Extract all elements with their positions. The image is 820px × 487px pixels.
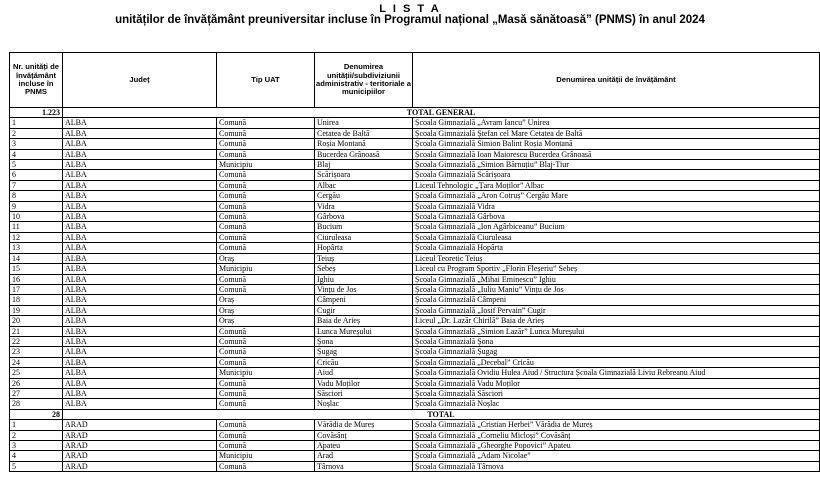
- row-judet: ALBA: [63, 170, 217, 180]
- table-row: [10, 378, 820, 388]
- row-judet: ALBA: [63, 305, 217, 315]
- row-number: 5: [10, 160, 63, 170]
- row-tip-uat: Oraș: [217, 295, 315, 305]
- table-row: [10, 441, 820, 451]
- row-judet: ALBA: [63, 378, 217, 388]
- row-unitate: Școala Gimnazială Gârbova: [413, 212, 820, 222]
- row-uat: Albac: [315, 180, 413, 190]
- table-row: [10, 336, 820, 346]
- row-number: 1: [10, 118, 63, 128]
- row-uat: Ciuruleasa: [315, 232, 413, 242]
- total-general-count: 1.223: [10, 108, 63, 118]
- row-tip-uat: Municipiu: [217, 160, 315, 170]
- row-unitate: Școala Gimnazială Săsciori: [413, 388, 820, 398]
- row-uat: Șugag: [315, 347, 413, 357]
- table-row: [10, 139, 820, 149]
- row-number: 23: [10, 347, 63, 357]
- row-number: 21: [10, 326, 63, 336]
- row-unitate: Liceul Teoretic Teiuș: [413, 253, 820, 263]
- table-row: [10, 274, 820, 284]
- table-row: [10, 201, 820, 211]
- row-number: 3: [10, 441, 63, 451]
- table-row: [10, 347, 820, 357]
- table-row: [10, 388, 820, 398]
- row-unitate: Școala Gimnazială Câmpeni: [413, 295, 820, 305]
- table-row: [10, 316, 820, 326]
- row-tip-uat: Comună: [217, 461, 315, 471]
- row-unitate: Școala Gimnazială „Avram Iancu” Unirea: [413, 118, 820, 128]
- row-unitate: Școala Gimnazială „Ion Agârbiceanu” Bucium: [413, 222, 820, 232]
- row-judet: ALBA: [63, 232, 217, 242]
- row-judet: ARAD: [63, 420, 217, 430]
- table-row: [10, 264, 820, 274]
- row-tip-uat: Oraș: [217, 253, 315, 263]
- row-uat: Lunca Mureșului: [315, 326, 413, 336]
- row-unitate: Școala Gimnazială Ioan Maiorescu Bucerdea Grânoasă: [413, 149, 820, 159]
- row-tip-uat: Municipiu: [217, 368, 315, 378]
- row-unitate: Școala Gimnazială Șugag: [413, 347, 820, 357]
- row-unitate: Școala Gimnazială „Gheorghe Popovici” Apateu: [413, 441, 820, 451]
- column-header-unitate: Denumirea unității de învățământ: [413, 53, 820, 108]
- row-uat: Cugir: [315, 305, 413, 315]
- row-uat: Săsciori: [315, 388, 413, 398]
- row-judet: ALBA: [63, 388, 217, 398]
- row-uat: Bucerdea Grânoasă: [315, 149, 413, 159]
- row-uat: Blaj: [315, 160, 413, 170]
- row-tip-uat: Comună: [217, 243, 315, 253]
- row-tip-uat: Comună: [217, 201, 315, 211]
- row-tip-uat: Comună: [217, 191, 315, 201]
- row-unitate: Școala Gimnazială „Simion Lazăr” Lunca Mureșului: [413, 326, 820, 336]
- row-number: 27: [10, 388, 63, 398]
- row-judet: ALBA: [63, 399, 217, 409]
- row-tip-uat: Comună: [217, 222, 315, 232]
- row-unitate: Școala Gimnazială Șona: [413, 336, 820, 346]
- row-uat: Târnova: [315, 461, 413, 471]
- row-tip-uat: Oraș: [217, 305, 315, 315]
- row-tip-uat: Comună: [217, 284, 315, 294]
- row-unitate: Școala Gimnazială Ștefan cel Mare Cetatea de Baltă: [413, 128, 820, 138]
- row-judet: ALBA: [63, 128, 217, 138]
- table-row: [10, 128, 820, 138]
- row-judet: ALBA: [63, 326, 217, 336]
- row-unitate: Școala Gimnazială „Simion Bărnuțiu” Blaj-Tiur: [413, 160, 820, 170]
- row-judet: ALBA: [63, 347, 217, 357]
- table-row: [10, 243, 820, 253]
- row-unitate: Școala Gimnazială „Mihai Eminescu” Ighiu: [413, 274, 820, 284]
- row-number: 14: [10, 253, 63, 263]
- row-number: 19: [10, 305, 63, 315]
- row-unitate: Școala Gimnazială Ovidiu Hulea Aiud / Structura Școala Gimnazială Liviu Rebreanu Aiud: [413, 368, 820, 378]
- row-uat: Bucium: [315, 222, 413, 232]
- column-header-uat: Denumirea unității/subdiviziunii administrativ - teritoriale a municipiilor: [315, 53, 413, 108]
- row-number: 7: [10, 180, 63, 190]
- row-judet: ALBA: [63, 264, 217, 274]
- row-tip-uat: Comună: [217, 128, 315, 138]
- row-unitate: Liceul cu Program Sportiv „Florin Fleșeriu” Sebeș: [413, 264, 820, 274]
- row-number: 2: [10, 128, 63, 138]
- table-row: [10, 191, 820, 201]
- table-row: [10, 118, 820, 128]
- row-judet: ALBA: [63, 212, 217, 222]
- row-uat: Vidra: [315, 201, 413, 211]
- row-uat: Vințu de Jos: [315, 284, 413, 294]
- table-row: [10, 232, 820, 242]
- row-unitate: Școala Gimnazială Vidra: [413, 201, 820, 211]
- row-judet: ARAD: [63, 461, 217, 471]
- row-tip-uat: Comună: [217, 347, 315, 357]
- row-uat: Roșia Montană: [315, 139, 413, 149]
- row-uat: Șona: [315, 336, 413, 346]
- row-tip-uat: Comună: [217, 118, 315, 128]
- row-uat: Baia de Arieș: [315, 316, 413, 326]
- row-judet: ALBA: [63, 191, 217, 201]
- row-judet: ALBA: [63, 118, 217, 128]
- table-row: [10, 149, 820, 159]
- row-number: 1: [10, 420, 63, 430]
- row-uat: Sebeș: [315, 264, 413, 274]
- row-number: 2: [10, 430, 63, 440]
- document-title: L I S T A: [379, 3, 441, 15]
- row-unitate: Școala Gimnazială Scărișoara: [413, 170, 820, 180]
- row-number: 18: [10, 295, 63, 305]
- row-number: 28: [10, 399, 63, 409]
- row-number: 16: [10, 274, 63, 284]
- table-row: [10, 180, 820, 190]
- row-number: 3: [10, 139, 63, 149]
- row-unitate: Școala Gimnazială Noșlac: [413, 399, 820, 409]
- row-uat: Aiud: [315, 368, 413, 378]
- row-tip-uat: Comună: [217, 430, 315, 440]
- row-uat: Cricău: [315, 357, 413, 367]
- row-number: 15: [10, 264, 63, 274]
- table-row: [10, 295, 820, 305]
- row-number: 20: [10, 316, 63, 326]
- table-body: [10, 108, 820, 472]
- row-tip-uat: Comună: [217, 441, 315, 451]
- row-tip-uat: Comună: [217, 180, 315, 190]
- row-unitate: Școala Gimnazială „Corneliu Micloși” Covăsânț: [413, 430, 820, 440]
- row-tip-uat: Comună: [217, 212, 315, 222]
- total-general-row: [10, 108, 820, 118]
- row-judet: ALBA: [63, 243, 217, 253]
- table-header-row: [10, 53, 820, 108]
- row-unitate: Școala Gimnazială Hopârta: [413, 243, 820, 253]
- row-judet: ALBA: [63, 336, 217, 346]
- row-uat: Gârbova: [315, 212, 413, 222]
- row-judet: ALBA: [63, 160, 217, 170]
- column-header-tip-uat: Tip UAT: [217, 53, 315, 108]
- table-row: [10, 305, 820, 315]
- row-tip-uat: Comună: [217, 336, 315, 346]
- row-tip-uat: Comună: [217, 149, 315, 159]
- schools-table: [9, 52, 820, 472]
- table-row: [10, 399, 820, 409]
- row-tip-uat: Municipiu: [217, 451, 315, 461]
- row-judet: ARAD: [63, 451, 217, 461]
- row-unitate: Școala Gimnazială Simion Balint Roșia Montană: [413, 139, 820, 149]
- row-judet: ALBA: [63, 149, 217, 159]
- row-judet: ALBA: [63, 295, 217, 305]
- row-unitate: Școala Gimnazială Târnova: [413, 461, 820, 471]
- row-unitate: Școala Gimnazială „Decebal” Cricău: [413, 357, 820, 367]
- row-judet: ALBA: [63, 274, 217, 284]
- row-number: 26: [10, 378, 63, 388]
- row-judet: ALBA: [63, 139, 217, 149]
- row-uat: Noșlac: [315, 399, 413, 409]
- column-header-judet: Județ: [63, 53, 217, 108]
- row-uat: Covăsânț: [315, 430, 413, 440]
- row-judet: ALBA: [63, 316, 217, 326]
- row-number: 25: [10, 368, 63, 378]
- row-tip-uat: Comună: [217, 357, 315, 367]
- row-number: 17: [10, 284, 63, 294]
- row-judet: ALBA: [63, 222, 217, 232]
- row-uat: Arad: [315, 451, 413, 461]
- row-unitate: Școala Gimnazială Vadu Moților: [413, 378, 820, 388]
- row-tip-uat: Comună: [217, 399, 315, 409]
- row-tip-uat: Comună: [217, 170, 315, 180]
- row-unitate: Școala Gimnazială „Adam Nicolae”: [413, 451, 820, 461]
- row-uat: Cergău: [315, 191, 413, 201]
- row-uat: Scărișoara: [315, 170, 413, 180]
- document-subtitle: unităților de învățământ preuniversitar incluse în Programul național „Masă sănătoasă” (PNMS) în anul 2024: [115, 14, 705, 26]
- row-tip-uat: Comună: [217, 139, 315, 149]
- row-number: 13: [10, 243, 63, 253]
- row-uat: Unirea: [315, 118, 413, 128]
- row-number: 11: [10, 222, 63, 232]
- table-row: [10, 420, 820, 430]
- row-judet: ARAD: [63, 430, 217, 440]
- table-row: [10, 170, 820, 180]
- row-tip-uat: Comună: [217, 378, 315, 388]
- row-unitate: Școala Gimnazială „Iosif Pervain” Cugir: [413, 305, 820, 315]
- total-general-label: TOTAL GENERAL: [63, 108, 820, 118]
- county-total-row: [10, 409, 820, 419]
- row-uat: Ighiu: [315, 274, 413, 284]
- row-tip-uat: Comună: [217, 388, 315, 398]
- row-uat: Cetatea de Baltă: [315, 128, 413, 138]
- row-judet: ALBA: [63, 180, 217, 190]
- table-row: [10, 451, 820, 461]
- row-tip-uat: Municipiu: [217, 264, 315, 274]
- row-unitate: Liceul „Dr. Lazăr Chirilă” Baia de Arieș: [413, 316, 820, 326]
- row-number: 5: [10, 461, 63, 471]
- row-number: 9: [10, 201, 63, 211]
- table-row: [10, 326, 820, 336]
- table-row: [10, 357, 820, 367]
- table-row: [10, 430, 820, 440]
- row-unitate: Școala Gimnazială „Aron Cotruș” Cergău Mare: [413, 191, 820, 201]
- row-judet: ALBA: [63, 357, 217, 367]
- row-unitate: Școala Gimnazială Ciuruleasa: [413, 232, 820, 242]
- county-total-label: TOTAL: [63, 409, 820, 419]
- row-number: 24: [10, 357, 63, 367]
- row-number: 10: [10, 212, 63, 222]
- table-row: [10, 160, 820, 170]
- row-number: 8: [10, 191, 63, 201]
- row-number: 4: [10, 451, 63, 461]
- row-tip-uat: Comună: [217, 232, 315, 242]
- county-total-count: 28: [10, 409, 63, 419]
- row-uat: Teiuș: [315, 253, 413, 263]
- table-row: [10, 222, 820, 232]
- row-tip-uat: Comună: [217, 274, 315, 284]
- row-unitate: Școala Gimnazială „Iuliu Maniu” Vințu de Jos: [413, 284, 820, 294]
- row-unitate: Liceul Tehnologic „Țara Moților” Albac: [413, 180, 820, 190]
- table-row: [10, 212, 820, 222]
- row-judet: ALBA: [63, 201, 217, 211]
- row-tip-uat: Comună: [217, 326, 315, 336]
- row-judet: ALBA: [63, 284, 217, 294]
- row-judet: ARAD: [63, 441, 217, 451]
- table-row: [10, 284, 820, 294]
- row-number: 6: [10, 170, 63, 180]
- row-number: 22: [10, 336, 63, 346]
- table-row: [10, 253, 820, 263]
- row-number: 4: [10, 149, 63, 159]
- row-number: 12: [10, 232, 63, 242]
- row-uat: Vadu Moților: [315, 378, 413, 388]
- row-uat: Vărădia de Mureș: [315, 420, 413, 430]
- row-uat: Câmpeni: [315, 295, 413, 305]
- row-uat: Apateu: [315, 441, 413, 451]
- row-judet: ALBA: [63, 253, 217, 263]
- table-row: [10, 461, 820, 471]
- row-uat: Hopârta: [315, 243, 413, 253]
- row-tip-uat: Comună: [217, 420, 315, 430]
- row-judet: ALBA: [63, 368, 217, 378]
- table-row: [10, 368, 820, 378]
- row-tip-uat: Oraș: [217, 316, 315, 326]
- column-header-nr: Nr. unități de învățământ incluse în PNMS: [10, 53, 63, 108]
- row-unitate: Școala Gimnazială „Cristian Herbei” Vărădia de Mureș: [413, 420, 820, 430]
